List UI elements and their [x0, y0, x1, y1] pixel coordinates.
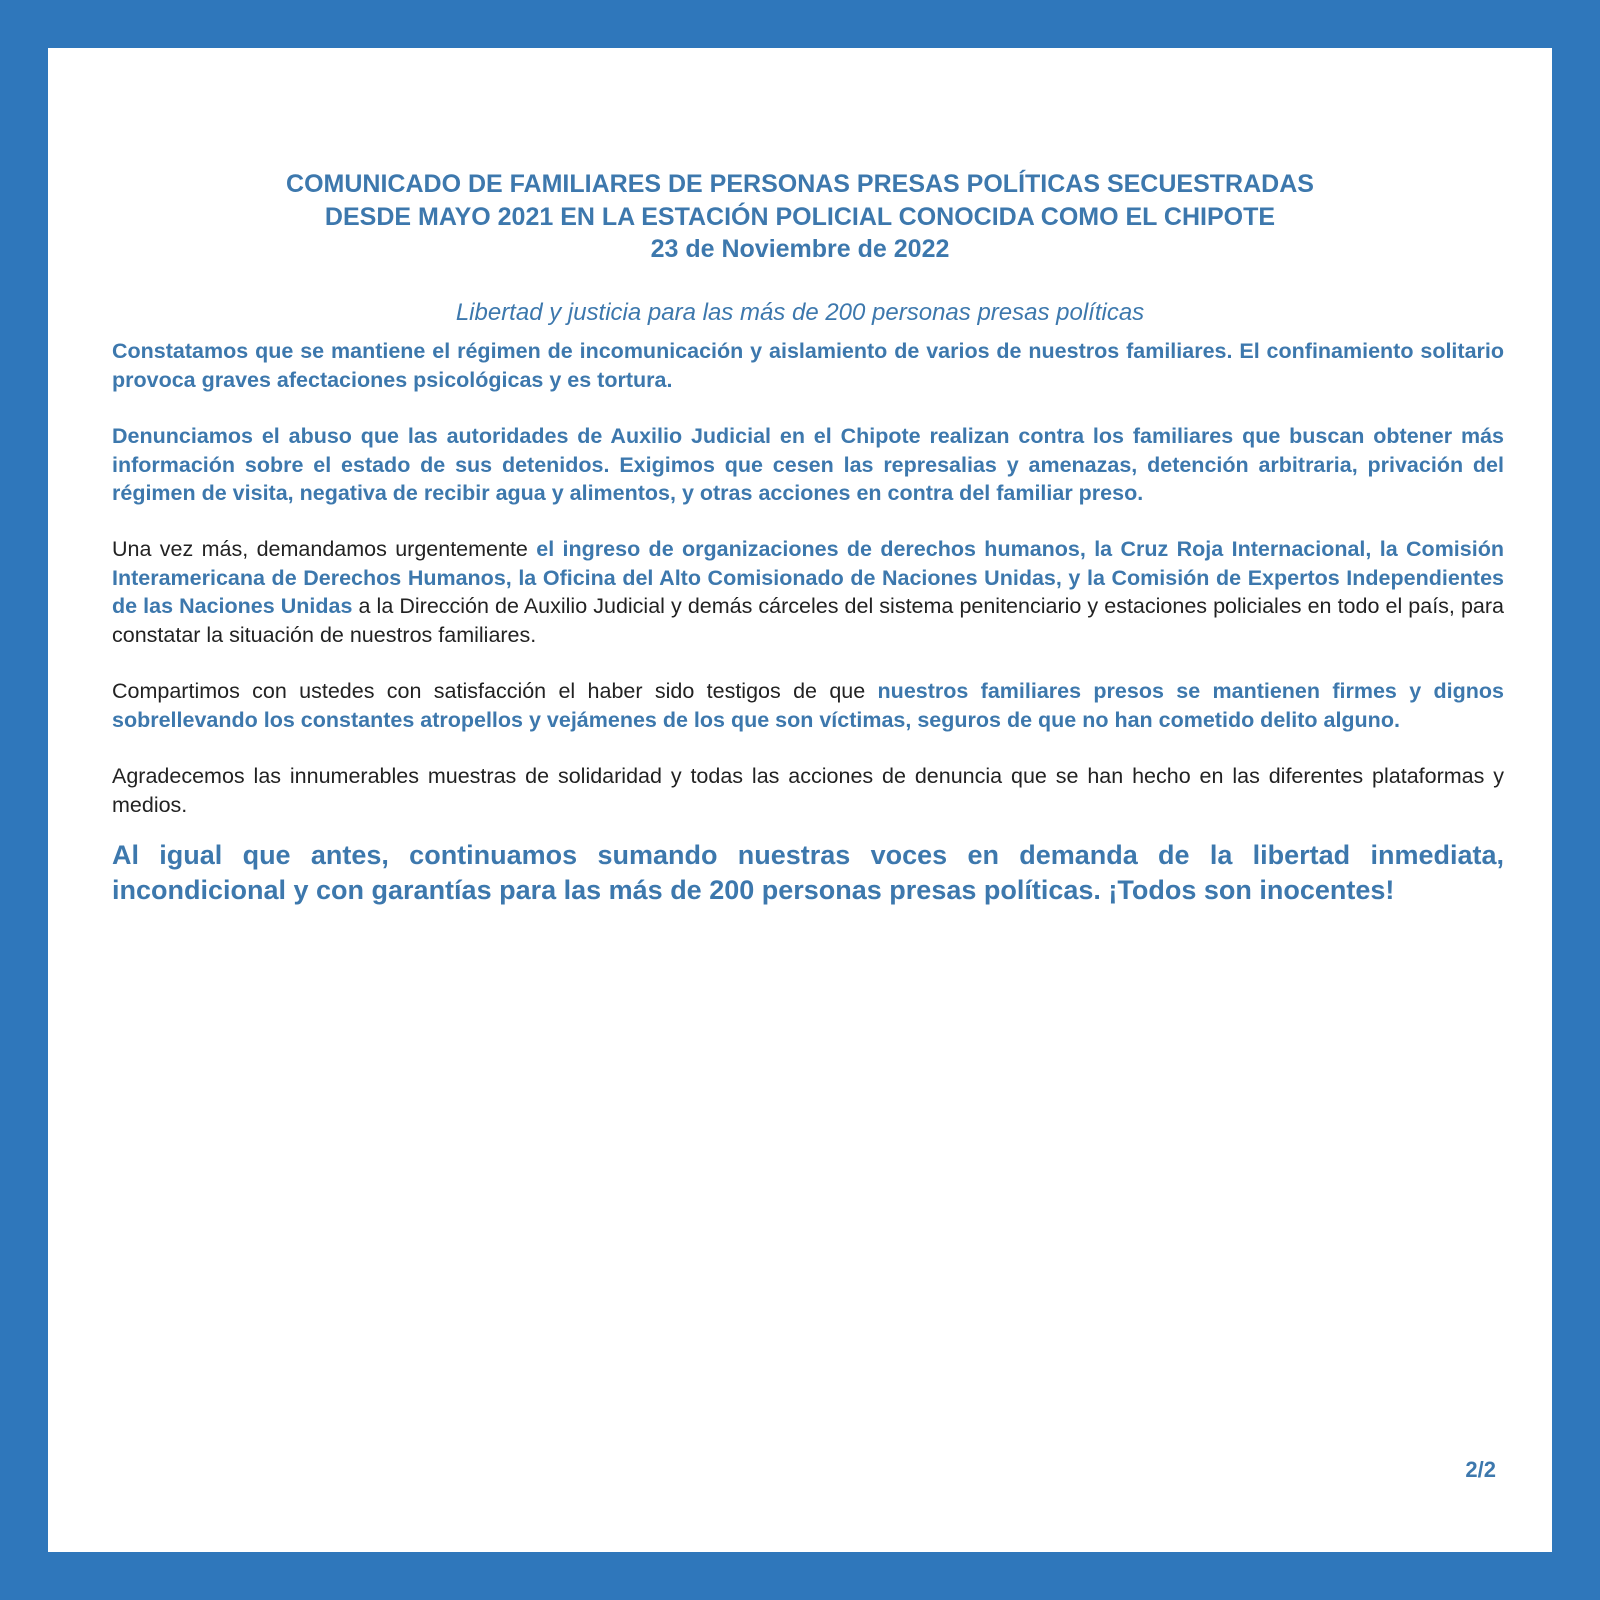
- paragraph-denuncia: [112, 422, 1504, 508]
- header-title-line-2: DESDE MAYO 2021 EN LA ESTACIÓN POLICIAL CONOCIDA COMO EL CHIPOTE: [324, 202, 1276, 231]
- paragraph-text: Agradecemos las innumerables muestras de solidaridad y todas las acciones de denuncia que se han hecho en las diferentes plataformas y medios.: [112, 764, 1504, 817]
- paragraph-highlight: el ingreso de organizaciones de derechos humanos, la Cruz Roja Internacional, la Comisión Interamericana de Derechos Humanos, la Oficina del Alto Comisionado de Naciones Unidas, y la Comisión de Expertos Independientes de las Naciones Unidas: [112, 537, 1504, 618]
- subtitle-slogan: Libertad y justicia para las más de 200 personas presas políticas: [455, 299, 1145, 326]
- paragraph-text: a la Dirección de Auxilio Judicial y demás cárceles del sistema penitenciario y estaciones policiales en todo el país, para constatar la situación de nuestros familiares.: [112, 594, 1504, 647]
- header-date: 23 de Noviembre de 2022: [650, 235, 950, 263]
- document-page: [48, 48, 1552, 1552]
- paragraph-incomunicacion: [112, 337, 1504, 394]
- paragraph-testigos: [112, 677, 1504, 734]
- paragraph-text: Una vez más, demandamos urgentemente: [112, 537, 537, 561]
- paragraph-demanda-ingreso: [112, 535, 1504, 649]
- page-number: 2/2: [1465, 1457, 1496, 1482]
- document-header: [48, 168, 1552, 266]
- closing-statement: Al igual que antes, continuamos sumando nuestras voces en demanda de la libertad inmediata, incondicional y con garantías para las más de 200 personas presas políticas. ¡Todos son inocentes!: [112, 840, 1504, 905]
- paragraph-highlight: Denunciamos el abuso que las autoridades de Auxilio Judicial en el Chipote realizan contra los familiares que buscan obtener más información sobre el estado de sus detenidos. Exigimos que cesen las represalias y amenazas, detención arbitraria, privación del régimen de visita, negativa de recibir agua y alimentos, y otras acciones en contra del familiar preso.: [112, 424, 1504, 505]
- header-title-line-1: COMUNICADO DE FAMILIARES DE PERSONAS PRESAS POLÍTICAS SECUESTRADAS: [286, 170, 1314, 198]
- paragraph-highlight: nuestros familiares presos se mantienen firmes y dignos sobrellevando los constantes atropellos y vejámenes de los que son víctimas, seguros de que no han cometido delito alguno.: [112, 679, 1504, 732]
- paragraph-text: Compartimos con ustedes con satisfacción el haber sido testigos de que: [112, 679, 878, 703]
- paragraph-highlight: Constatamos que se mantiene el régimen de incomunicación y aislamiento de varios de nuestros familiares. El confinamiento solitario provoca graves afectaciones psicológicas y es tortura.: [112, 339, 1504, 392]
- paragraph-agradecimiento: [112, 762, 1504, 819]
